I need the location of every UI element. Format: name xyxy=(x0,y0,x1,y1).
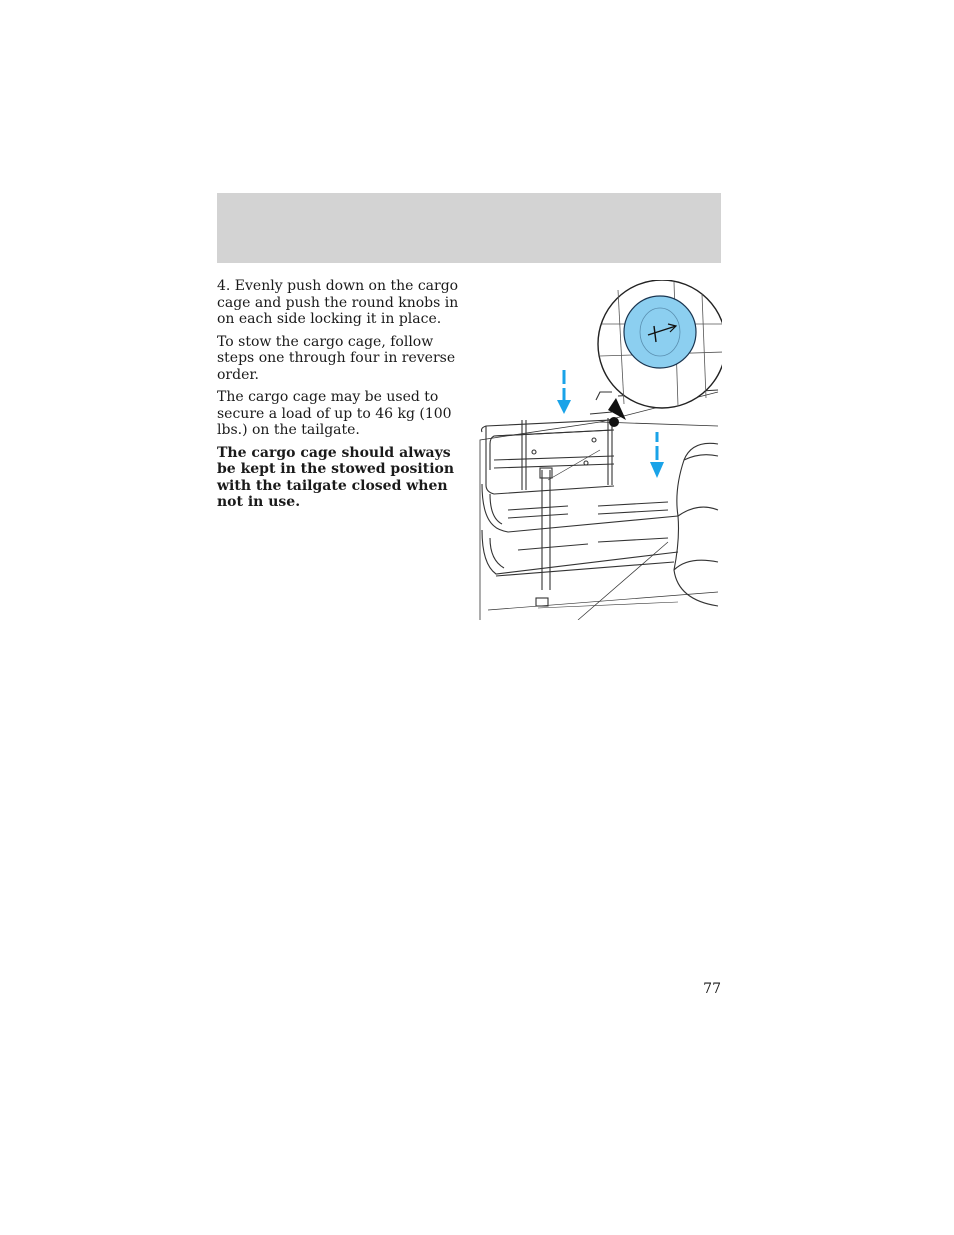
warning-paragraph: The cargo cage should always be kept in the stowed position with the tailgate closed when not in use. xyxy=(217,444,455,510)
knob-detail-inset xyxy=(598,280,722,427)
cargo-cage-illustration xyxy=(478,280,722,620)
stow-paragraph: To stow the cargo cage, follow steps one through four in reverse order. xyxy=(217,333,456,383)
section-header-band xyxy=(217,193,721,263)
load-paragraph: The cargo cage may be used to secure a load of up to 46 kg (100 lbs.) on the tailgate. xyxy=(217,389,452,438)
page-number: 77 xyxy=(703,981,721,997)
step-4-paragraph: 4. Evenly push down on the cargo cage and push the round knobs in on each side locking it in place. xyxy=(217,278,459,327)
instruction-text xyxy=(217,278,469,517)
